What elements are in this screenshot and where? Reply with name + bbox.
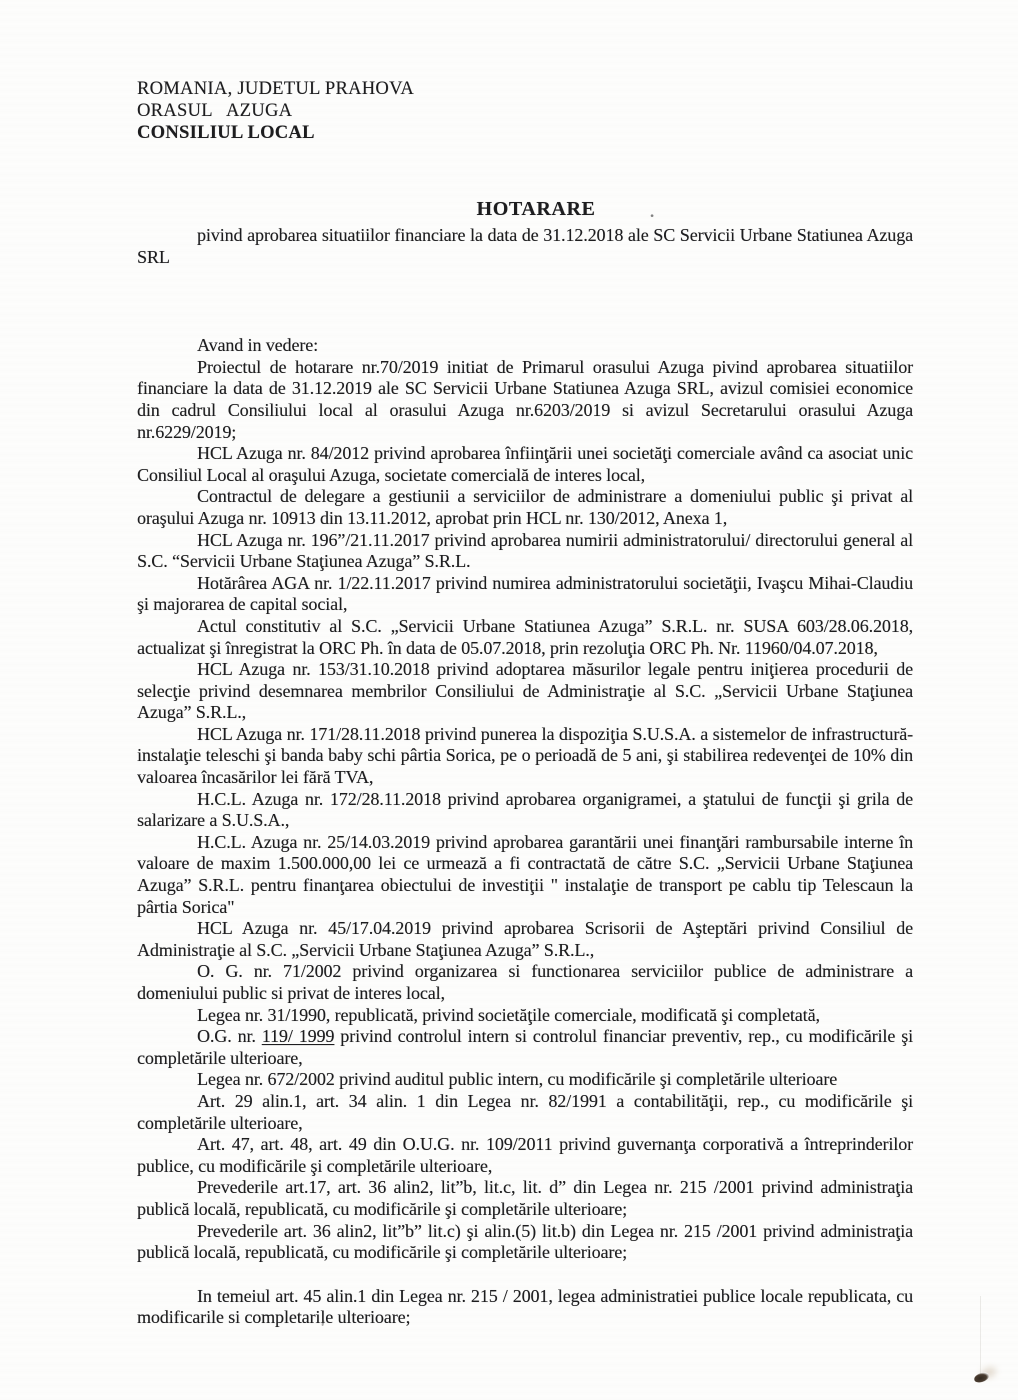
recital-paragraph: H.C.L. Azuga nr. 25/14.03.2019 privind aprobarea garantării unei finanţări rambursabile interne în valoare de maxim 1.500.000,00 lei ce urmează a fi contractată de către S.C. „Servicii Urbane Staţiunea Azuga” S.R.L. pentru finanţarea obiectului de investiţii " instalaţie de transport pe cablu tip Telescaun la pârtia Sorica" — [137, 831, 913, 917]
document-content — [137, 0, 913, 1329]
issuer-line-city: ORASUL AZUGA — [137, 101, 293, 121]
recital-paragraph: Proiectul de hotarare nr.70/2019 initiat de Primarul orasului Azuga pivind aprobarea situatiilor financiare la data de 31.12.2019 ale SC Servicii Urbane Statiunea Azuga SRL, avizul comisiei economice din cadrul Consiliului local al orasului Azuga nr.6203/2019 si avizul Secretarului orasului Azuga nr.6229/2019; — [137, 356, 913, 442]
recital-paragraph: Actul constitutiv al S.C. „Servicii Urbane Statiunea Azuga” S.R.L. nr. SUSA 603/28.06.2018, actualizat şi înregistrat la ORC Ph. în data de 05.07.2018, prin rezoluţia ORC Ph. Nr. 11960/04.07.2018, — [137, 615, 913, 658]
recital-paragraph: Contractul de delegare a gestiunii a serviciilor de administrare a domeniului public şi privat al oraşului Azuga nr. 10913 din 13.11.2012, aprobat prin HCL nr. 130/2012, Anexa 1, — [137, 486, 913, 528]
recital-paragraph: HCL Azuga nr. 171/28.11.2018 privind punerea la dispoziţia S.U.S.A. a sistemelor de infrastructură-instalaţie teleschi şi banda baby schi pârtia Sorica, pe o perioadă de 5 ani, şi stabilirea redevenţei de 10% din valoarea încasărilor lei fără TVA, — [137, 723, 913, 788]
recital-paragraph: HCL Azuga nr. 84/2012 privind aprobarea înfiinţării unei societăţi comerciale având ca asociat unic Consiliul Local al oraşului Azuga, societate comercială de interes local, — [137, 443, 913, 485]
recital-paragraph: HCL Azuga nr. 153/31.10.2018 privind adoptarea măsurilor legale pentru iniţierea procedurii de selecţie privind desemnarea membrilor Consiliului de Administraţie al S.C. „Servicii Urbane Staţiunea Azuga” S.R.L., — [137, 659, 913, 723]
document-title: HOTARARE — [476, 198, 596, 220]
recitals-intro: Avand in vedere: — [197, 335, 319, 356]
scan-dot-artifact: . — [650, 204, 654, 221]
recital-paragraph: Prevederile art.17, art. 36 alin2, lit”b, lit.c, lit. d” din Legea nr. 215 /2001 privind administraţia publică locală, republicată, cu modificările şi completările ulterioare; — [137, 1177, 913, 1219]
recital-paragraph: H.C.L. Azuga nr. 172/28.11.2018 privind aprobarea organigramei, a ştatului de funcţii şi grila de salarizare a S.U.S.A., — [137, 788, 913, 831]
document-subtitle: pivind aprobarea situatiilor financiare la data de 31.12.2018 ale SC Servicii Urbane Statiunea Azuga SRL — [137, 225, 913, 267]
recital-paragraph: Art. 29 alin.1, art. 34 alin. 1 din Legea nr. 82/1991 a contabilităţii, rep., cu modificările şi completările ulterioare, — [137, 1090, 913, 1133]
recital-paragraph: Art. 47, art. 48, art. 49 din O.U.G. nr. 109/2011 privind guvernanţa corporativă a întreprinderilor publice, cu modificările şi completările ulterioare, — [137, 1134, 913, 1176]
recital-paragraph: Hotărârea AGA nr. 1/22.11.2017 privind numirea administratorului societăţii, Ivaşcu Mihai-Claudiu şi majorarea de capital social, — [137, 572, 913, 615]
scan-crease-line — [980, 1296, 981, 1376]
issuer-block — [137, 78, 913, 144]
enactment-clause: In temeiul art. 45 alin.1 din Legea nr. 215 / 2001, legea administratiei publice locale republicata, cu modificarile si completarile ulterioare; — [137, 1285, 913, 1328]
recital-paragraph: HCL Azuga nr. 45/17.04.2019 privind aprobarea Scrisorii de Aşteptări privind Consiliul de Administraţie al S.C. „Servicii Urbane Staţiunea Azuga” S.R.L., — [137, 918, 913, 960]
recital-paragraph: O. G. nr. 71/2002 privind organizarea si functionarea serviciilor publice de administrare a domeniului public si privat de interes local, — [137, 961, 913, 1003]
recital-paragraph: O.G. nr. 119/ 1999 privind controlul intern si controlul financiar preventiv, rep., cu modificările şi completările ulterioare, — [137, 1026, 914, 1068]
document-title-row — [137, 197, 913, 221]
recital-paragraph: Legea nr. 672/2002 privind auditul public intern, cu modificările şi completările ulterioare — [197, 1069, 838, 1090]
recital-paragraph: Legea nr. 31/1990, republicată, privind societăţile comerciale, modificată şi completată, — [197, 1004, 820, 1025]
scan-smudge — [973, 1371, 990, 1383]
issuer-line-council: CONSILIUL LOCAL — [137, 123, 315, 143]
recitals-list — [137, 357, 913, 1264]
recital-paragraph: Prevederile art. 36 alin2, lit”b” lit.c) şi alin.(5) lit.b) din Legea nr. 215 /2001 privind administraţia publică locală, republicată, cu modificările şi completările ulterioare; — [137, 1220, 913, 1263]
issuer-line-country: ROMANIA, JUDETUL PRAHOVA — [137, 79, 415, 99]
recital-paragraph: HCL Azuga nr. 196”/21.11.2017 privind aprobarea numirii administratorului/ directorului general al S.C. “Servicii Urbane Staţiunea Azuga” S.R.L. — [137, 529, 913, 572]
